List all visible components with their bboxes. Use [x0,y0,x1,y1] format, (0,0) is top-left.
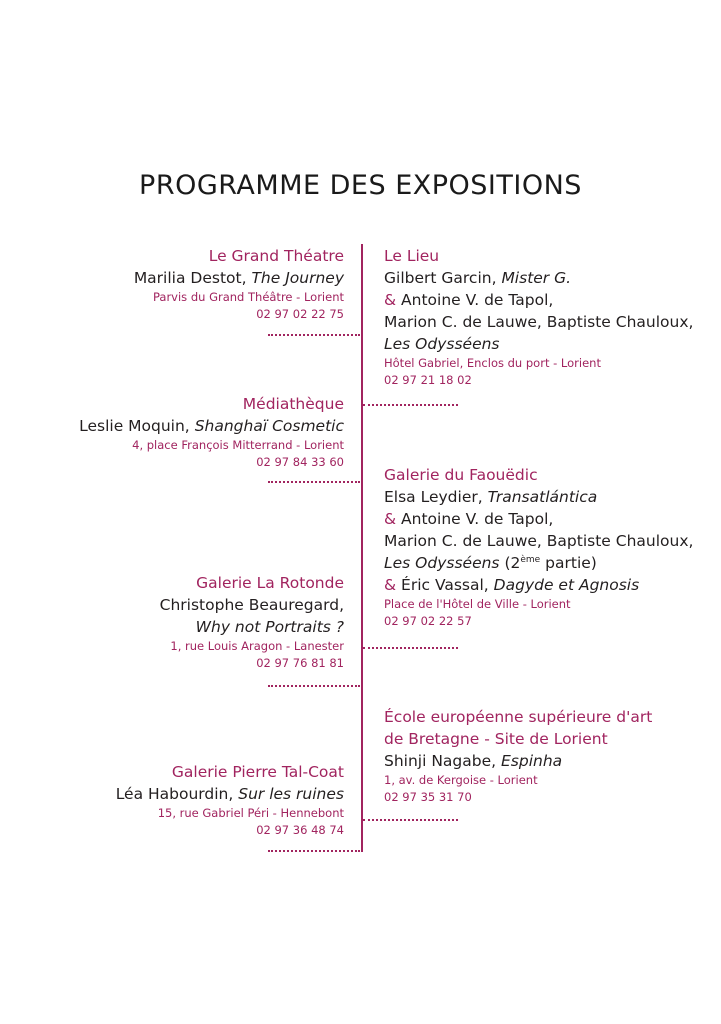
venue-address: 4, place François Mitterrand - Lorient [132,438,344,452]
work-title: Transatlántica [487,488,598,506]
work-line [384,333,693,355]
artist-line [384,508,693,530]
ampersand: & [384,576,397,594]
page-title: PROGRAMME DES EXPOSITIONS [139,170,582,201]
artist-line [134,267,344,289]
venue-address: 1, av. de Kergoise - Lorient [384,773,538,787]
venue-phone: 02 97 76 81 81 [256,656,344,670]
work-title: Dagyde et Agnosis [493,576,640,594]
ampersand: & [384,510,397,528]
part-superscript: ème [520,554,541,565]
dotted-connector [268,850,360,852]
part-close: partie) [545,554,597,572]
artist-name: Gilbert Garcin, [384,269,497,287]
artist-name: Leslie Moquin, [79,417,190,435]
dotted-connector [268,334,360,336]
artist-name: Shinji Nagabe, [384,752,497,770]
artist-name: Elsa Leydier, [384,488,483,506]
artist-name: Marilia Destot, [133,269,247,287]
work-title: Sur les ruines [238,785,344,803]
artist-name: Christophe Beauregard, [159,596,344,614]
artist-line [384,574,693,596]
venue-block-ecole [384,706,652,806]
venue-name: Le Grand Théatre [208,247,344,265]
venue-address: Parvis du Grand Théâtre - Lorient [152,290,344,304]
venue-name-line2: de Bretagne - Site de Lorient [384,730,608,748]
venue-address: 15, rue Gabriel Péri - Hennebont [157,806,344,820]
work-title: Les Odysséens [384,335,500,353]
venue-phone: 02 97 84 33 60 [256,455,344,469]
venue-address: 1, rue Louis Aragon - Lanester [170,639,344,653]
artist-line [384,750,652,772]
venue-phone: 02 97 02 22 57 [384,614,472,628]
artist-names: Marion C. de Lauwe, Baptiste Chauloux, [384,313,694,331]
dotted-connector [363,647,458,649]
venue-name: Galerie Pierre Tal-Coat [171,763,344,781]
venue-name: Le Lieu [384,247,440,265]
dotted-connector [363,404,458,406]
artist-line [116,783,344,805]
venue-name: Galerie La Rotonde [196,574,344,592]
artist-names: Marion C. de Lauwe, Baptiste Chauloux, [384,532,694,550]
venue-address: Hôtel Gabriel, Enclos du port - Lorient [384,356,601,370]
dotted-connector [268,481,360,483]
artist-line [384,486,693,508]
artist-name: Léa Habourdin, [115,785,234,803]
venue-name: École européenne supérieure d'art [384,708,653,726]
work-title: Why not Portraits ? [195,618,344,636]
venue-address: Place de l'Hôtel de Ville - Lorient [384,597,571,611]
part-open: (2 [504,554,521,572]
venue-block-faouedic [384,464,693,630]
artist-line [384,267,693,289]
venue-phone: 02 97 35 31 70 [384,790,472,804]
venue-name: Galerie du Faouëdic [384,466,538,484]
work-line [384,552,693,574]
artist-name: Antoine V. de Tapol, [401,510,554,528]
dotted-connector [363,819,458,821]
venue-block-le-lieu [384,245,693,389]
artist-line [384,289,693,311]
work-title: Les Odysséens [384,554,500,572]
venue-block-mediatheque [79,393,344,471]
venue-phone: 02 97 36 48 74 [256,823,344,837]
work-title: The Journey [251,269,344,287]
venue-block-rotonde [160,572,344,672]
venue-phone: 02 97 21 18 02 [384,373,472,387]
timeline-vertical-line [361,244,363,852]
work-title: Mister G. [501,269,572,287]
venue-name: Médiathèque [242,395,344,413]
work-line [160,616,344,638]
work-title: Espinha [501,752,563,770]
ampersand: & [384,291,397,309]
dotted-connector [268,685,360,687]
artist-name: Antoine V. de Tapol, [401,291,554,309]
venue-block-grand-theatre [134,245,344,323]
work-title: Shanghaï Cosmetic [194,417,344,435]
venue-block-tal-coat [116,761,344,839]
venue-phone: 02 97 02 22 75 [256,307,344,321]
artist-line [79,415,344,437]
artist-name: Éric Vassal, [401,576,489,594]
